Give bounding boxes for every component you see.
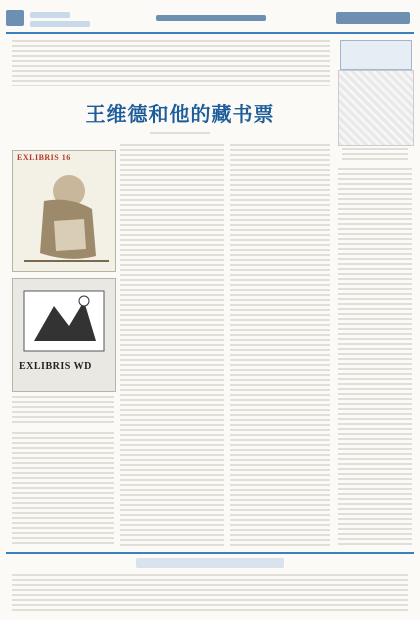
- sidebar-text-placeholder: [338, 168, 412, 548]
- page-number-block: [6, 10, 24, 26]
- bookplate-caption-1: EXLIBRIS 16: [17, 153, 71, 162]
- sidebar-masthead-placeholder: [340, 40, 412, 70]
- article-headline: 王维德和他的藏书票: [85, 102, 275, 126]
- bookplate-image-1: [12, 150, 116, 272]
- sidebar-photo: [338, 70, 414, 146]
- right-sidebar: [336, 36, 414, 552]
- plate-caption-text-placeholder: [12, 396, 114, 426]
- header-editor-placeholder: [30, 21, 90, 27]
- masthead-placeholder: [336, 12, 410, 24]
- bottom-strip: [6, 552, 414, 616]
- bookplate-figure-2: [14, 281, 114, 361]
- left-column-text-placeholder: [12, 432, 114, 546]
- byline-placeholder: [150, 132, 210, 137]
- bookplate-figure-1: [14, 161, 114, 271]
- bottom-text-placeholder: [12, 574, 408, 612]
- header-date-placeholder: [30, 12, 70, 18]
- section-title-placeholder: [156, 15, 266, 21]
- body-column-2-placeholder: [230, 144, 330, 546]
- bookplate-caption-2: EXLIBRIS WD: [19, 361, 92, 372]
- sidebar-title-placeholder: [342, 148, 408, 162]
- body-column-1-placeholder: [120, 144, 224, 546]
- bookplate-image-2: [12, 278, 116, 392]
- intro-text-placeholder: [12, 40, 330, 86]
- bottom-title-placeholder: [136, 558, 284, 568]
- page-header: [6, 6, 414, 34]
